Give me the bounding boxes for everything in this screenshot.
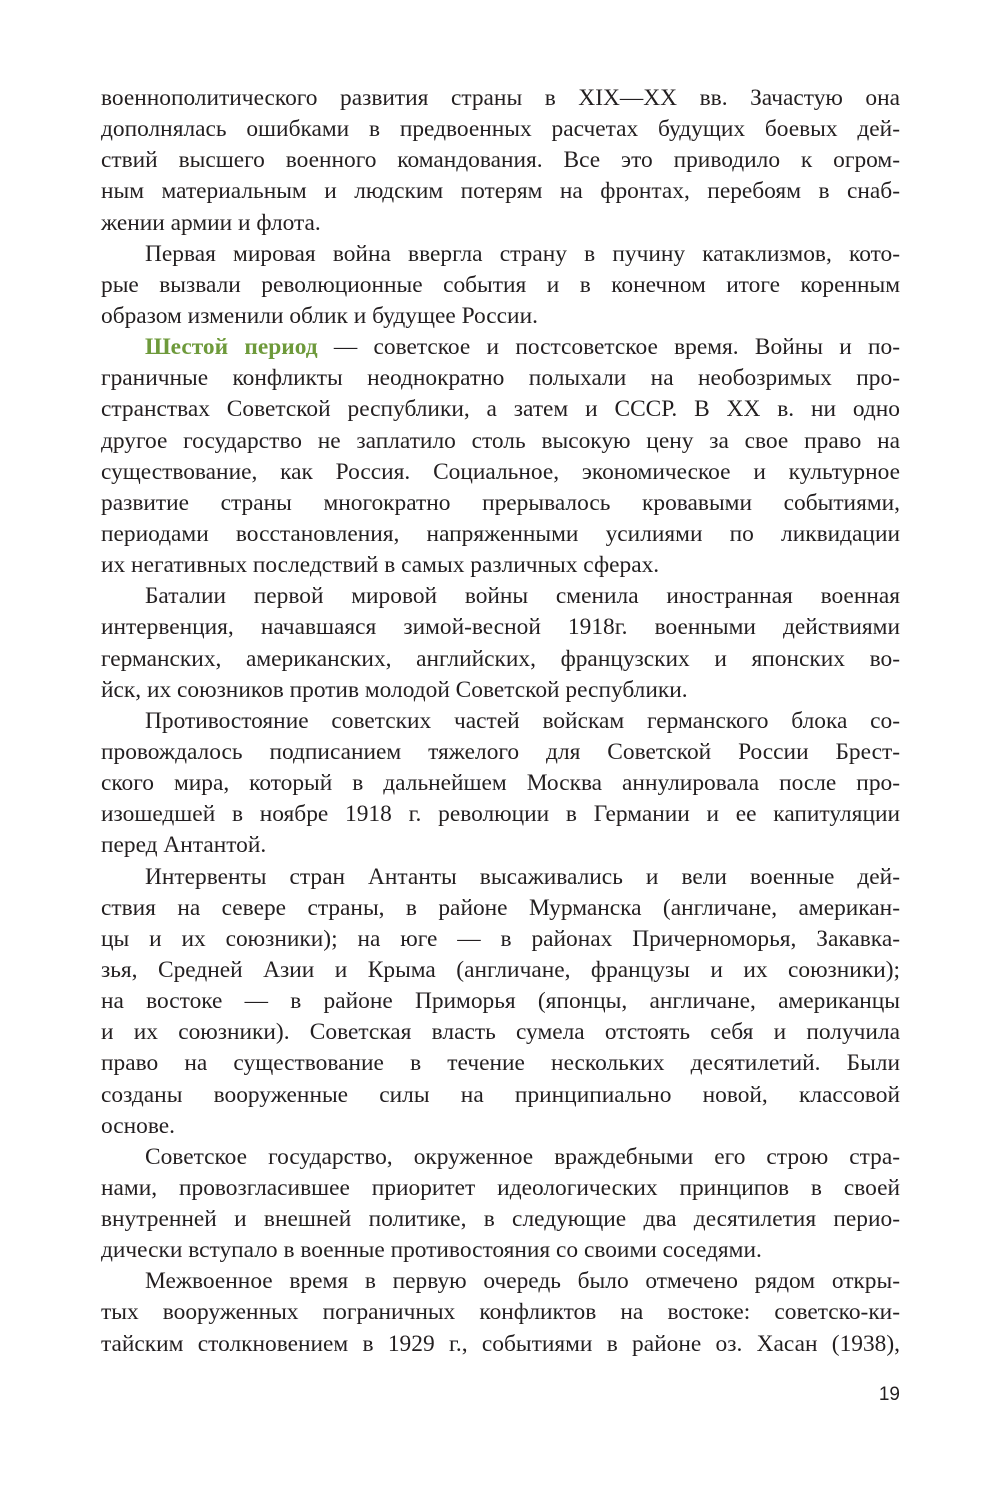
text-line: другое государство не заплатило столь высокую цену за свое право на [101, 427, 900, 454]
text-line: Первая мировая война ввергла страну в пучину катаклизмов, кото- [145, 240, 900, 267]
text-line: провождалось подписанием тяжелого для Советской России Брест- [101, 738, 900, 765]
paragraph [101, 1266, 900, 1359]
text-line: дополнялась ошибками в предвоенных расчетах будущих боевых дей- [101, 116, 900, 143]
text-line: странствах Советской республики, а затем и СССР. В XX в. ни одно [101, 396, 900, 423]
text-line: дически вступало в военные противостояния со своими соседями. [101, 1237, 762, 1264]
text-line: на востоке — в районе Приморья (японцы, англичане, американцы [101, 988, 900, 1015]
text-line: ствия на севере страны, в районе Мурманска (англичане, американ- [101, 894, 900, 921]
text-line: их негативных последствий в самых различных сферах. [101, 552, 660, 579]
text-line: интервенция, начавшаяся зимой-весной 1918г. военными действиями [101, 614, 900, 641]
text-line: Баталии первой мировой войны сменила иностранная военная [145, 583, 900, 610]
text-line: основе. [101, 1112, 176, 1139]
body-text [101, 83, 900, 1360]
text-line: ского мира, который в дальнейшем Москва аннулировала после про- [101, 770, 900, 797]
text-line: ным материальным и людским потерям на фронтах, перебоям в снаб- [101, 178, 900, 205]
page-number: 19 [878, 1384, 900, 1405]
text-line: тайским столкновением в 1929 г., событиями в районе оз. Хасан (1938), [101, 1330, 900, 1357]
text-line: периодами восстановления, напряженными усилиями по ликвидации [101, 520, 900, 547]
text-line [101, 332, 900, 363]
text-line: внутренней и внешней политике, в следующие два десятилетия перио- [101, 1206, 900, 1233]
text-line: жении армии и флота. [101, 209, 321, 236]
text-line: цы и их союзники); на юге — в районах Причерноморья, Закавка- [101, 925, 900, 952]
text-line: созданы вооруженные силы на принципиально новой, классовой [101, 1081, 900, 1108]
text-line: ствий высшего военного командования. Все это приводило к огром- [101, 147, 900, 174]
text-line: рые вызвали революционные события и в конечном итоге коренным [101, 271, 900, 298]
text-line: граничные конфликты неоднократно полыхали на необозримых про- [101, 365, 900, 392]
text-line: германских, американских, английских, французских и японских во- [101, 645, 900, 672]
period-heading: Шестой период [145, 334, 318, 361]
text-line: право на существование в течение нескольких десятилетий. Были [101, 1050, 900, 1077]
paragraph [101, 581, 900, 706]
text-line: зья, Средней Азии и Крыма (англичане, французы и их союзники); [101, 956, 900, 983]
paragraph [101, 239, 900, 332]
text-line: образом изменили облик и будущее России. [101, 302, 538, 329]
text-line: Интервенты стран Антанты высаживались и вели военные дей- [145, 863, 900, 890]
text-line: Противостояние советских частей войскам германского блока со- [145, 707, 900, 734]
text-line: Советское государство, окруженное враждебными его строю стра- [145, 1143, 900, 1170]
text-line: развитие страны многократно прерывалось кровавыми событиями, [101, 489, 900, 516]
text-line: существование, как Россия. Социальное, экономическое и культурное [101, 458, 900, 485]
text-line: военнополитического развития страны в XIX—XX вв. Зачастую она [101, 85, 900, 111]
paragraph [101, 862, 900, 1142]
text-line: перед Антантой. [101, 832, 267, 859]
text-line: и их союзники). Советская власть сумела отстоять себя и получила [101, 1019, 900, 1046]
text-line: тых вооруженных пограничных конфликтов на востоке: советско-ки- [101, 1299, 900, 1326]
text-line: нами, провозгласившее приоритет идеологических принципов в своей [101, 1174, 900, 1201]
paragraph [101, 83, 900, 239]
paragraph [101, 706, 900, 862]
text-line: йск, их союзников против молодой Советской республики. [101, 676, 688, 703]
text-line: изошедшей в ноябре 1918 г. революции в Германии и ее капитуляции [101, 801, 900, 828]
text-line-rest: — советское и постсоветское время. Войны и по- [317, 334, 900, 361]
paragraph [101, 332, 900, 581]
text-line: Межвоенное время в первую очередь было отмечено рядом откры- [145, 1268, 900, 1295]
paragraph [101, 1142, 900, 1267]
